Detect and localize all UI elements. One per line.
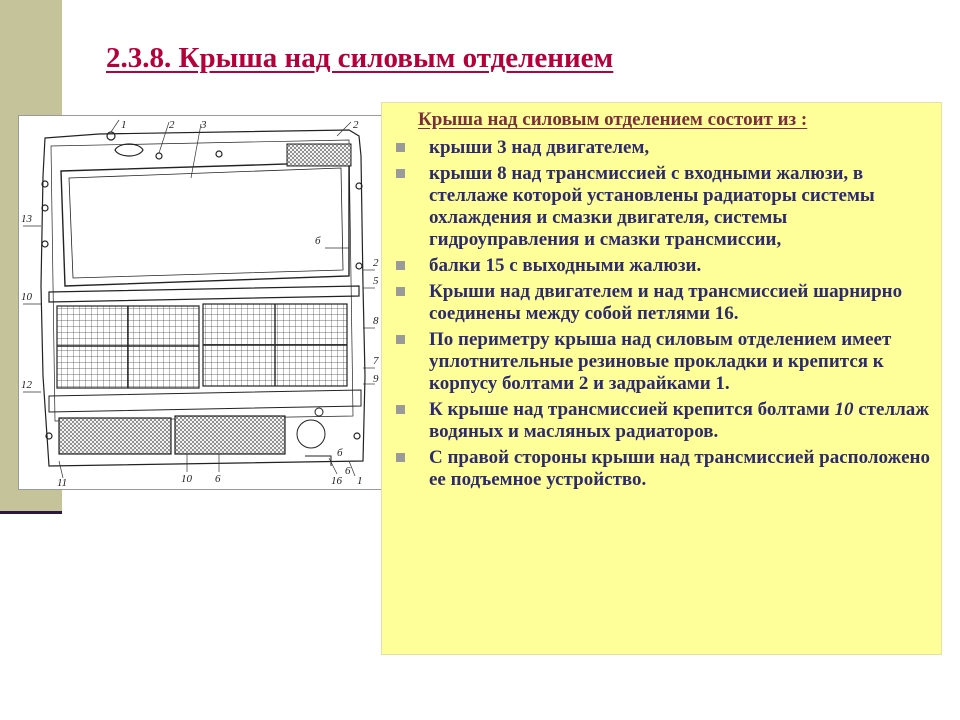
callout-label: 7 — [373, 355, 379, 367]
bullet-item: С правой стороны крыши над трансмиссией расположено ее подъемное устройство. — [382, 447, 943, 491]
callout-label: 6 — [215, 473, 221, 485]
callout-label: 3 — [201, 119, 207, 131]
top-hatch — [115, 144, 143, 156]
square-bullet-icon — [396, 453, 405, 462]
callout-label: 2 — [353, 119, 359, 131]
description-panel — [381, 102, 942, 655]
callout-label: 2 — [373, 257, 379, 269]
callout-label: 16 — [331, 475, 342, 487]
hinge-bar — [49, 286, 359, 302]
callout-label: б — [337, 447, 343, 459]
roof-drawing-svg — [19, 116, 382, 489]
callout-label: 5 — [373, 275, 379, 287]
callout-label: 13 — [21, 213, 32, 225]
engine-roof-panel — [61, 156, 349, 286]
bullet-item: крыши 8 над трансмиссией с входными жалюзи, в стеллаже которой установлены радиаторы системы охлаждения и смазки двигателя, системы гидроуправления и смазки трансмиссии, — [382, 163, 943, 251]
callout-label: 6 — [345, 465, 351, 477]
square-bullet-icon — [396, 405, 405, 414]
bullet-item: крыши 3 над двигателем, — [382, 137, 943, 159]
callout-label: 1 — [357, 475, 363, 487]
square-bullet-icon — [396, 261, 405, 270]
square-bullet-icon — [396, 143, 405, 152]
callout-label: 10 — [21, 291, 32, 303]
bullet-item: Крыши над двигателем и над трансмиссией шарнирно соединены между собой петлями 16. — [382, 281, 943, 325]
exhaust-louver-middle — [175, 416, 285, 454]
top-right-louver — [287, 144, 351, 166]
square-bullet-icon — [396, 335, 405, 344]
callout-label: 8 — [373, 315, 379, 327]
square-bullet-icon — [396, 169, 405, 178]
panel-heading: Крыша над силовым отделением состоит из : — [418, 109, 808, 130]
bullet-item: По периметру крыша над силовым отделением имеет уплотнительные резиновые прокладки и крепится к корпусу болтами 2 и задрайками 1. — [382, 329, 943, 395]
roof-technical-drawing — [18, 115, 383, 490]
callout-label: 1 — [121, 119, 127, 131]
italic-number: 10 — [834, 399, 854, 420]
square-bullet-icon — [396, 287, 405, 296]
lifting-device-hatch — [297, 420, 325, 448]
callout-label: 9 — [373, 373, 379, 385]
callout-label: 2 — [169, 119, 175, 131]
callout-label: б — [315, 235, 321, 247]
bullet-list — [382, 137, 943, 495]
callout-label: 11 — [57, 477, 68, 489]
bullet-item: балки 15 с выходными жалюзи. — [382, 255, 943, 277]
callout-label: 12 — [21, 379, 32, 391]
slide-title: 2.3.8. Крыша над силовым отделением — [106, 42, 614, 74]
exhaust-louver-left — [59, 418, 171, 454]
callout-label: 10 — [181, 473, 192, 485]
bullet-item: К крыше над трансмиссией крепится болтами 10 стеллаж водяных и масляных радиаторов. — [382, 399, 943, 443]
decorative-side-rule — [0, 511, 62, 514]
